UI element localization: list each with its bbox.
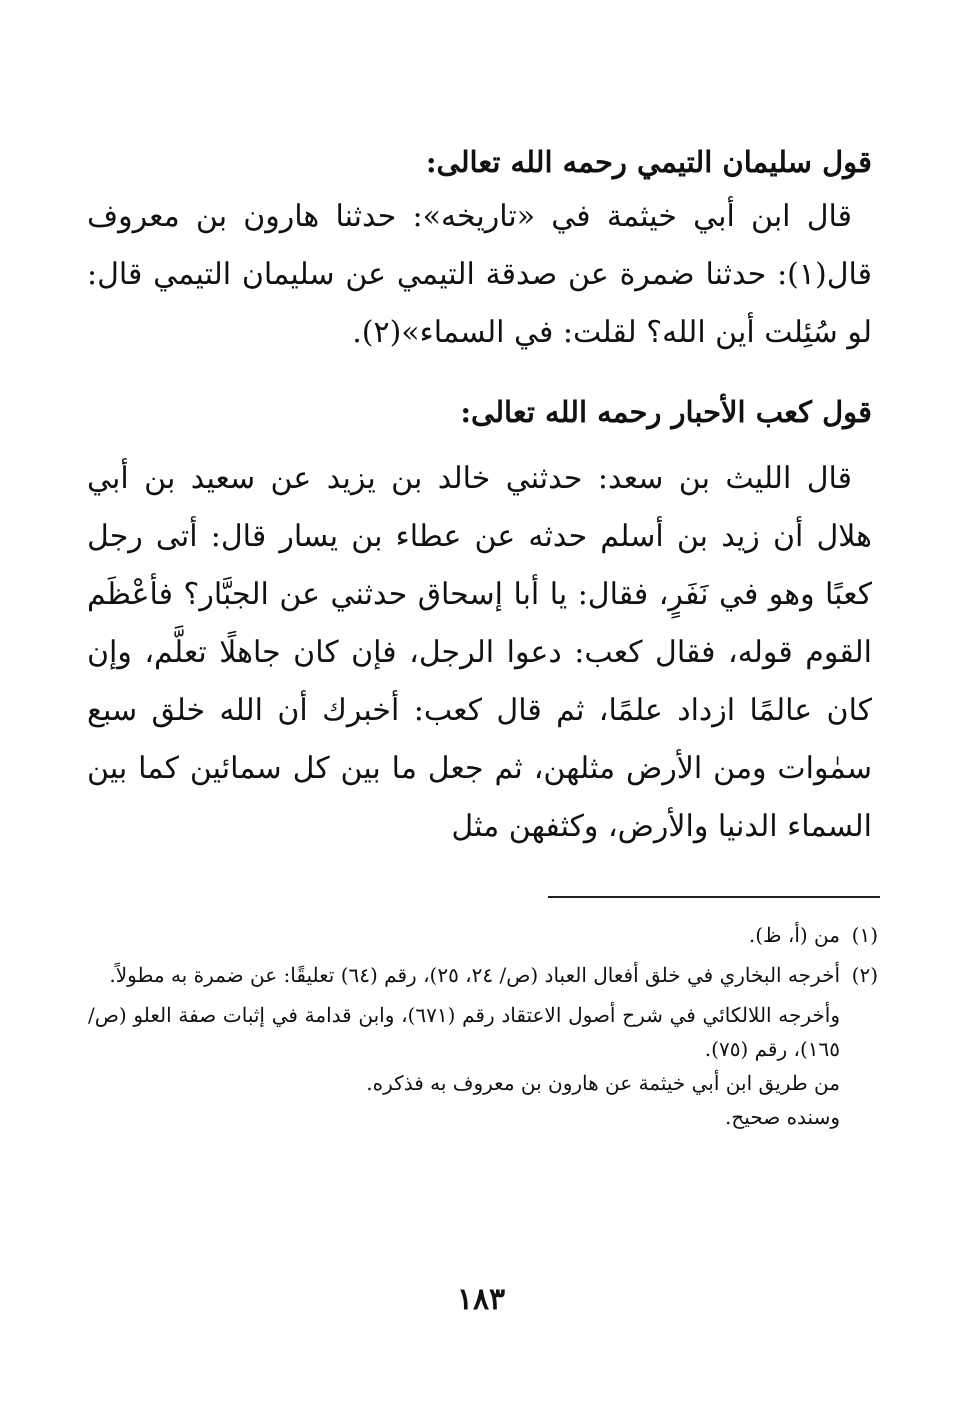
footnote-item <box>88 958 878 992</box>
section-kaab <box>87 392 872 856</box>
footnote-text <box>88 958 840 992</box>
footnote-line: من (أ، ظ). <box>748 923 840 947</box>
footnote-item <box>88 918 878 952</box>
section-heading: قول كعب الأحبار رحمه الله تعالى: <box>460 395 872 429</box>
section-paragraph: قال ابن أبي خيثمة في «تاريخه»: حدثنا هارون بن معروف قال(١): حدثنا ضمرة عن صدقة التيمي عن سليمان التيمي قال: لو سُئِلت أين الله؟ لقلت: في السماء»(٢). <box>87 199 872 350</box>
page-number: ١٨٣ <box>456 1282 506 1317</box>
footnote-line: من طريق ابن أبي خيثمة عن هارون بن معروف به فذكره. <box>366 1071 840 1095</box>
footnotes <box>88 918 878 1134</box>
footnote-text <box>88 918 840 952</box>
footnote-number: (٢) <box>851 963 878 987</box>
footnote-line: وأخرجه اللالكائي في شرح أصول الاعتقاد رقم (٦٧١)، وابن قدامة في إثبات صفة العلو (ص/ ١٦٥)، رقم (٧٥). <box>88 1003 840 1061</box>
section-paragraph: قال الليث بن سعد: حدثني خالد بن يزيد عن سعيد بن أبي هلال أن زيد بن أسلم حدثه عن عطاء بن يسار قال: أتى رجل كعبًا وهو في نَفَرٍ، فقال: يا أبا إسحاق حدثني عن الجبَّار؟ فأعْظَم القوم قوله، فقال كعب: دعوا الرجل، فإن كان جاهلًا تعلَّم، وإن كان عالمًا ازداد علمًا، ثم قال كعب: أخبرك أن الله خلق سبع سمٰوات ومن الأرض مثلهن، ثم جعل ما بين كل سمائين كما بين السماء الدنيا والأرض، وكثفهن مثل <box>87 461 872 844</box>
footnote-line: وسنده صحيح. <box>725 1105 840 1129</box>
section-heading: قول سليمان التيمي رحمه الله تعالى: <box>425 145 872 179</box>
footnote-number: (١) <box>851 923 878 947</box>
footnote-line: أخرجه البخاري في خلق أفعال العباد (ص/ ٢٤، ٢٥)، رقم (٦٤) تعليقًا: عن ضمرة به مطولاً. <box>109 963 840 987</box>
footnote-divider <box>548 896 880 898</box>
section-sulayman <box>87 142 872 362</box>
